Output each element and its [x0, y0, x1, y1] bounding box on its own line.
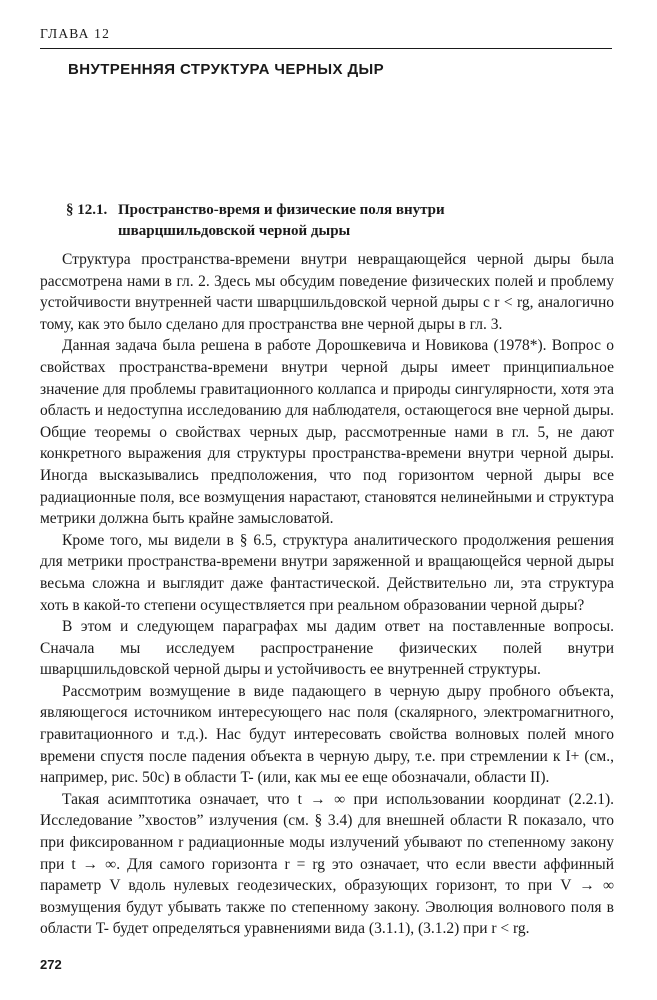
paragraph: Такая асимптотика означает, что t → ∞ при использовании координат (2.2.1). Исследование ”хвостов” излучения (см. § 3.4) для внешней области R показало, что при фиксированном r радиационные моды излучений убывают по степенному закону при t → ∞. Для самого горизонта r = rg это означает, что если ввести аффинный параметр V вдоль нулевых геодезических, образующих горизонт, то при V → ∞ возмущения будут убывать также по степенному закону. Эволюция волнового поля в области T- будет определяться уравнениями вида (3.1.1), (3.1.2) при r < rg. [40, 790, 614, 938]
section-title: Пространство-время и физические поля внутри шварцшильдовской черной дыры [118, 202, 445, 239]
chapter-title: ВНУТРЕННЯЯ СТРУКТУРА ЧЕРНЫХ ДЫР [68, 61, 385, 78]
paragraph: Данная задача была решена в работе Дорошкевича и Новикова (1978*). Вопрос о свойствах пространства-времени внутри черной дыры имеет принципиальное значение для проблемы гравитационного коллапса и природы сингулярности, хотя эта область и недоступна исследованию для наблюдателя, остающегося вне черной дыры. Общие теоремы о свойствах черных дыр, рассмотренные нами в гл. 5, не дают конкретного выражения для структуры пространства-времени внутри черной дыры. Иногда высказывались предположения, что под горизонтом черной дыры все радиационные поля, все возмущения нарастают, становятся нелинейными и структура метрики должна быть крайне замысловатой. [40, 337, 614, 528]
running-head: ГЛАВА 12 [40, 26, 111, 41]
body-text [40, 249, 614, 940]
paragraph: Рассмотрим возмущение в виде падающего в черную дыру пробного объекта, являющегося источником интересующего нас поля (скалярного, электромагнитного, гравитационного и т.д.). Нас будут интересовать свойства волновых полей много времени спустя после падения объекта в черную дыру, т.е. при стремлении к I+ (см., например, рис. 50с) в области T- (или, как мы ее еще обозначали, области II). [40, 682, 614, 787]
paragraph: Структура пространства-времени внутри невращающейся черной дыры была рассмотрена нами в гл. 2. Здесь мы обсудим поведение физических полей и проблему устойчивости внутренней части шварцшильдовской черной дыры с r < rg, аналогично тому, как это было сделано для пространства вне черной дыры в гл. 3. [40, 251, 614, 333]
paragraph: Кроме того, мы видели в § 6.5, структура аналитического продолжения решения для метрики пространства-времени внутри заряженной и вращающейся черной дыры весьма сложна и выглядит даже фантастической. Действительно ли, эта структура хоть в какой-то степени осуществляется при реальном образовании черной дыры? [40, 531, 614, 614]
header-rule [40, 48, 612, 49]
paragraph: В этом и следующем параграфах мы дадим ответ на поставленные вопросы. Сначала мы исследуем распространение физических полей внутри шварцшильдовской черной дыры и устойчивость ее внутренней структуры. [40, 618, 614, 679]
section-number: § 12.1. [66, 202, 108, 218]
page-number: 272 [40, 957, 62, 972]
